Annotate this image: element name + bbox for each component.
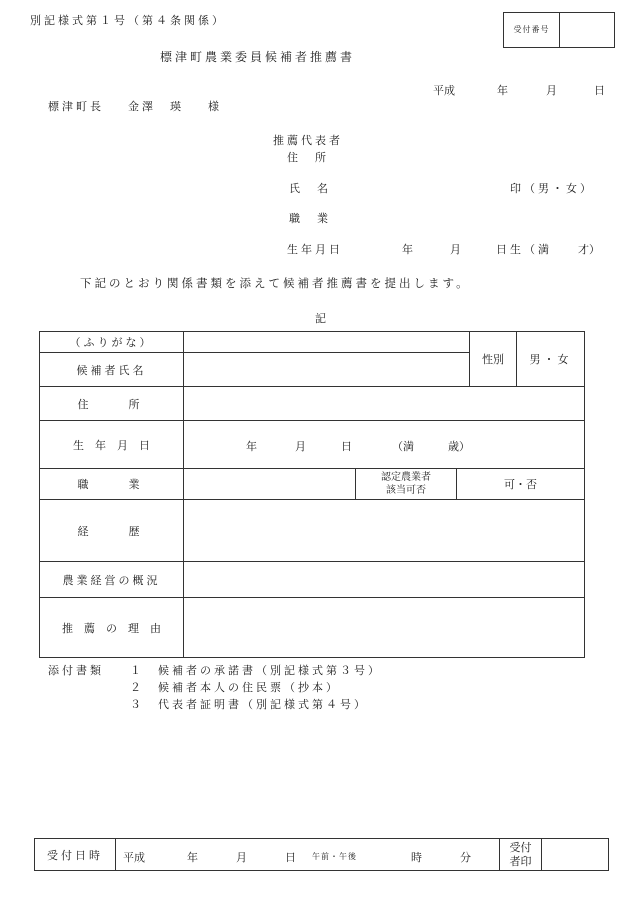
footer-ampm: 午前・午後 xyxy=(312,852,357,861)
attachment-number: ３ xyxy=(130,698,141,711)
representative-heading: 推薦代表者 xyxy=(273,134,343,147)
reason-field[interactable] xyxy=(184,598,585,658)
reception-footer-table xyxy=(34,838,609,871)
birth-label: 生 年 月 日 xyxy=(40,421,184,469)
representative-birth-year: 年 xyxy=(402,243,413,256)
birth-day: 日 xyxy=(341,440,352,453)
certified-farmer-label: 認定農業者 該当可否 xyxy=(356,469,457,500)
footer-minute: 分 xyxy=(460,851,471,864)
representative-name-label: 氏 名 xyxy=(289,182,331,195)
reason-label: 推 薦 の 理 由 xyxy=(40,598,184,658)
receiver-seal-field[interactable] xyxy=(542,839,609,871)
attachment-item: 代表者証明書（別記様式第４号） xyxy=(158,698,368,711)
address-label: 住 所 xyxy=(40,387,184,421)
birth-year: 年 xyxy=(246,440,257,453)
footer-day: 日 xyxy=(285,851,296,864)
receiver-seal-label: 受付 者印 xyxy=(500,839,542,871)
occupation-field[interactable] xyxy=(184,469,356,500)
candidate-name-label: 候補者氏名 xyxy=(40,353,184,387)
attachment-item: 候補者本人の住民票（抄本） xyxy=(158,681,340,694)
date-month: 月 xyxy=(546,84,557,97)
career-label: 経 歴 xyxy=(40,500,184,562)
date-day: 日 xyxy=(594,84,605,97)
representative-address-label: 住 所 xyxy=(287,151,329,164)
form-number: 別記様式第１号（第４条関係） xyxy=(30,14,226,27)
footer-hour: 時 xyxy=(411,851,422,864)
footer-era: 平成 xyxy=(123,851,145,864)
addressee-title: 標津町長 xyxy=(48,100,104,113)
birth-field[interactable] xyxy=(184,421,585,469)
addressee-name: 金澤 瑛 xyxy=(128,100,184,113)
attachment-item: 候補者の承諾書（別記様式第３号） xyxy=(158,664,382,677)
reception-number-box xyxy=(503,12,615,48)
attachment-number: ２ xyxy=(130,681,141,694)
received-datetime-label: 受付日時 xyxy=(35,839,116,871)
addressee-honorific: 様 xyxy=(208,100,219,113)
representative-birth-age-suffix: 才） xyxy=(578,243,600,256)
birth-age-suffix: 歳） xyxy=(448,440,470,453)
date-era: 平成 xyxy=(433,84,455,97)
footer-month: 月 xyxy=(236,851,247,864)
certified-farmer-options[interactable]: 可・否 xyxy=(457,469,585,500)
candidate-table xyxy=(39,331,585,658)
occupation-label: 職 業 xyxy=(40,469,184,500)
footer-year: 年 xyxy=(187,851,198,864)
received-datetime-field[interactable] xyxy=(116,839,500,871)
intro-text: 下記のとおり関係書類を添えて候補者推薦書を提出します。 xyxy=(80,276,471,290)
address-field[interactable] xyxy=(184,387,585,421)
gender-label: 性別 xyxy=(470,332,517,387)
representative-occupation-label: 職 業 xyxy=(289,212,331,225)
representative-seal: 印（男・女） xyxy=(510,182,594,195)
date-year: 年 xyxy=(497,84,508,97)
candidate-name-field[interactable] xyxy=(184,353,470,387)
gender-options[interactable]: 男・女 xyxy=(517,332,585,387)
ki-heading: 記 xyxy=(315,312,326,325)
career-field[interactable] xyxy=(184,500,585,562)
representative-birth-month: 月 xyxy=(450,243,461,256)
attachments-label: 添付書類 xyxy=(48,664,104,677)
reception-number-label: 受付番号 xyxy=(504,13,560,47)
reception-number-field[interactable] xyxy=(560,13,614,47)
farm-overview-field[interactable] xyxy=(184,562,585,598)
birth-month: 月 xyxy=(295,440,306,453)
page-title: 標津町農業委員候補者推薦書 xyxy=(160,50,356,64)
attachment-number: １ xyxy=(130,664,141,677)
furigana-label: （ふりがな） xyxy=(40,332,184,353)
farm-overview-label: 農業経営の概況 xyxy=(40,562,184,598)
furigana-field[interactable] xyxy=(184,332,470,353)
representative-birth-label: 生年月日 xyxy=(287,243,343,256)
representative-birth-day: 日生（満 xyxy=(496,243,552,256)
birth-age-prefix: （満 xyxy=(392,440,414,453)
